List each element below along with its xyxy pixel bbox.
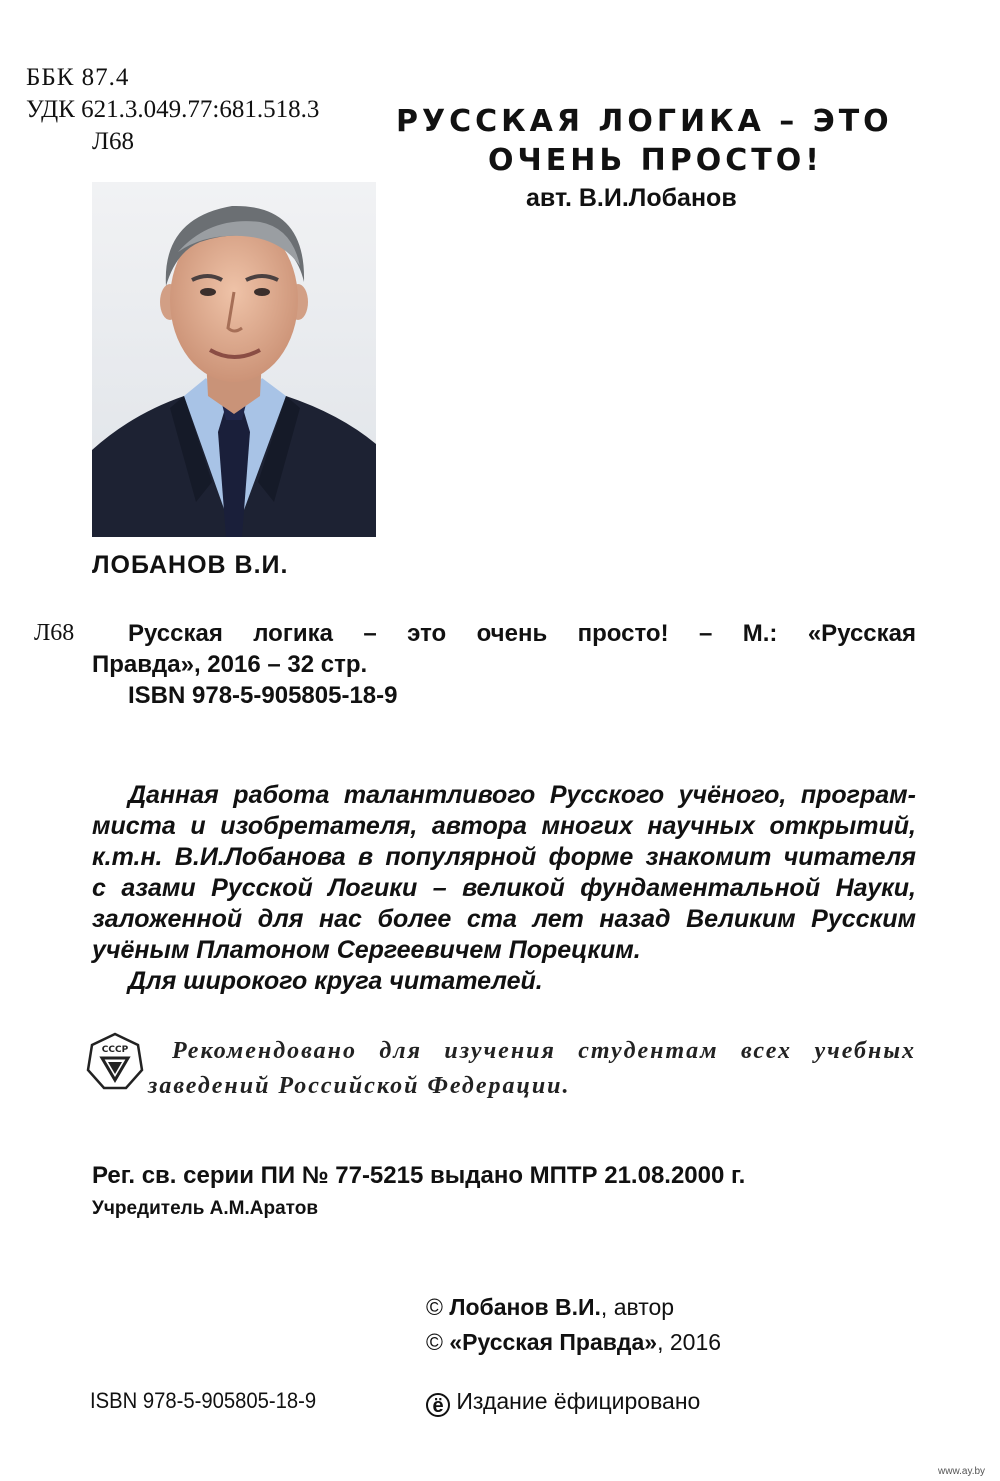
registration-line: Рег. св. серии ПИ № 77-5215 выдано МПТР 21.08.2000 г. (92, 1162, 746, 1189)
bibliographic-isbn: ISBN 978-5-905805-18-9 (128, 682, 398, 709)
classification-block (26, 62, 319, 158)
bibliographic-code: Л68 (34, 620, 75, 646)
footer-isbn: ISBN 978-5-905805-18-9 (90, 1388, 317, 1413)
yo-letter-icon (426, 1393, 450, 1417)
description-line: с азами Русской Логики – великой фундаментальной Науки, (92, 874, 916, 902)
description-line: Данная работа талантливого Русского учёного, програм- (128, 781, 916, 809)
yo-glyph: ё (432, 1395, 444, 1417)
description-block (92, 780, 916, 997)
founder-line: Учредитель А.М.Аратов (92, 1198, 319, 1219)
recommendation-line-2: заведений Российской Федерации. (148, 1073, 571, 1099)
title-author-line: авт. В.И.Лобанов (526, 184, 737, 212)
copyright-symbol: © (426, 1329, 443, 1355)
description-line: заложенной для нас более ста лет назад Великим Русским (92, 905, 916, 933)
bibliographic-line-2: Правда», 2016 – 32 стр. (92, 651, 368, 678)
yo-edition (426, 1388, 700, 1417)
author-name: ЛОБАНОВ В.И. (92, 551, 289, 579)
recommendation-line-1: Рекомендовано для изучения студентам всех учебных (172, 1038, 916, 1064)
bbk-code: ББК 87.4 (26, 64, 130, 91)
udk-code: УДК 621.3.049.77:681.518.3 (26, 96, 320, 123)
copyright-author-name: Лобанов В.И. (449, 1294, 601, 1320)
copyright-symbol: © (426, 1294, 443, 1320)
description-line: миста и изобретателя, автора многих научных открытий, (92, 812, 916, 840)
sssr-quality-mark-icon (86, 1032, 144, 1090)
library-code: Л68 (92, 128, 134, 155)
description-line: к.т.н. В.И.Лобанова в популярной форме знакомит читателя (92, 843, 916, 871)
author-photo (92, 182, 376, 537)
audience-line: Для широкого круга читателей. (128, 967, 543, 995)
copyright-author (426, 1294, 674, 1321)
description-line: учёным Платоном Сергеевичем Порецким. (92, 936, 641, 964)
author-portrait-icon (92, 182, 376, 537)
copyright-publisher-name: «Русская Правда» (449, 1329, 658, 1355)
book-title-line-1: РУССКАЯ ЛОГИКА – ЭТО (396, 104, 893, 139)
copyright-author-suffix: , автор (600, 1294, 675, 1320)
copyright-publisher (426, 1329, 721, 1356)
book-title-line-2: ОЧЕНЬ ПРОСТО! (488, 143, 823, 178)
bibliographic-line-1: Русская логика – это очень просто! – М.: «Русская (128, 620, 916, 647)
emblem-text: СССР (101, 1045, 129, 1055)
watermark: www.ay.by (938, 1466, 986, 1477)
yo-edition-text: Издание ёфицировано (456, 1388, 701, 1414)
copyright-publisher-suffix: , 2016 (657, 1329, 722, 1355)
